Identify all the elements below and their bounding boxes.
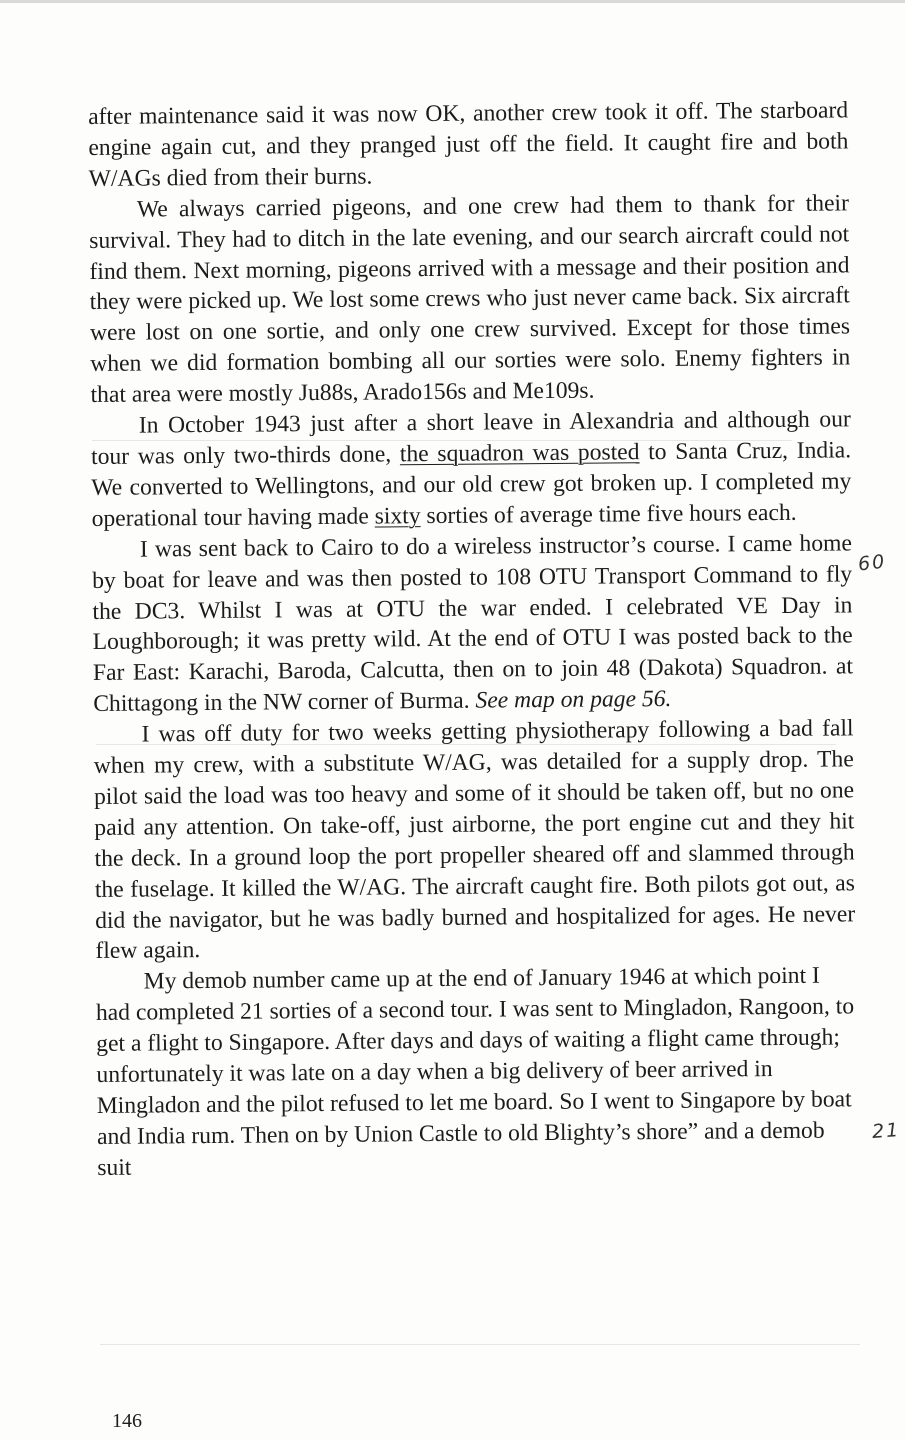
paragraph-5-text: I was off duty for two weeks getting physiotherapy following a bad fall when my crew, with a substitute W/AG, was detailed for a supply drop. The pilot said the load was too heavy and some of it should be taken off, but no one paid any attention. On take-off, just airborne, the port engine cut and they hit the deck. In a ground loop the port propeller sheared off and slammed through the fuselage. It killed the W/AG. The aircraft caught fire. Both pilots got out, as did the navigator, but he was badly burned and hospitalized for ages. He never flew again. [93,715,856,965]
faint-rule [100,1344,860,1345]
map-reference: See map on page 56. [475,686,672,714]
paragraph-5 [93,713,855,967]
paragraph-3 [91,404,852,534]
paragraph-3-text-a: In October 1943 just after a short leave in Alexandria and although our tour was only two-thirds done, [90,406,851,470]
paragraph-4 [92,528,854,720]
underlined-word-sixty: sixty [374,502,421,530]
paragraph-6-text: My demob number came up at the end of January 1946 at which point I had completed 21 sorties of a second tour. I was sent to Mingladon, Rangoon, to get a flight to Singapore. After days and days of waiting a flight came through; unfortunately it was late on a day when a big delivery of beer arrived in Mingladon and the pilot refused to let me board. So I went to Singapore by boat and India rum. Then on by Union Castle to old Blighty’s shore” and a demob suit [95,963,855,1181]
page-number: 146 [112,1410,142,1432]
paragraph-6 [96,961,858,1184]
paragraph-4-text: I was sent back to Cairo to do a wireless instructor’s course. I came home by boat for leave and was then posted to 108 OTU Transport Command to fly the DC3. Whilst I was at OTU the war ended. I celebrated VE Day in Loughborough; it was pretty wild. At the end of OTU I was posted back to the Far East: Karachi, Baroda, Calcutta, then on to join 48 (Dakota) Squadron. at Chittagong in the NW corner of Burma. [92,530,854,718]
paragraph-1 [88,95,849,194]
handwritten-margin-note-21: 21 [871,1119,901,1143]
paragraph-3-text-c: sorties of average time five hours each. [420,499,797,529]
underlined-phrase: the squadron was posted [399,439,640,468]
paragraph-3-text-b: to Santa Cruz, India. We converted to Wellingtons, and our old crew got broken up. I completed my operational tour having made [91,437,852,532]
paragraph-1-text: after maintenance said it was now OK, another crew took it off. The starboard engine again cut, and they pranged just off the field. It caught fire and both W/AGs died from their burns. [88,97,849,192]
paragraph-2-text: We always carried pigeons, and one crew had them to thank for their survival. They had to ditch in the late evening, and our search aircraft could not find them. Next morning, pigeons arrived with a message and their position and they were picked up. We lost some crews who just never came back. Six aircraft were lost on one sortie, and only one crew survived. Except for those times when we did formation bombing all our sorties were solo. Enemy fighters in that area were mostly Ju88s, Arado156s and Me109s. [89,190,851,409]
paragraph-2 [89,188,851,411]
handwritten-margin-note-60: 60 [856,550,888,576]
body-text [88,95,857,1183]
page-top-edge [0,0,905,3]
